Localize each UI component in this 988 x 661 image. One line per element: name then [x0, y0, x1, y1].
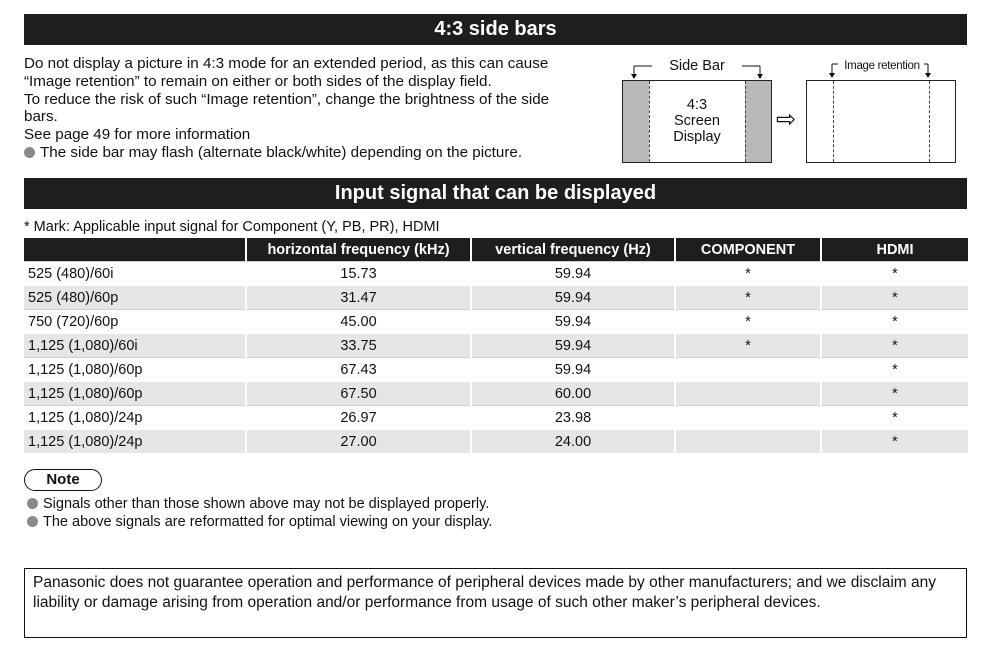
table-cell: *: [821, 334, 968, 358]
screen-with-side-bars: [622, 80, 772, 163]
table-cell: 23.98: [471, 406, 675, 430]
table-cell: 45.00: [246, 310, 471, 334]
col-header-horizontal: horizontal frequency (kHz): [246, 238, 471, 262]
divider-line: [745, 81, 746, 162]
table-cell: 1,125 (1,080)/24p: [24, 406, 246, 430]
table-cell: *: [821, 430, 968, 454]
image-retention-label: Image retention: [844, 60, 920, 72]
col-header-signal: [24, 238, 246, 262]
paragraph-line: Do not display a picture in 4:3 mode for an extended period, as this can cause: [24, 55, 549, 72]
table-row: [24, 334, 968, 358]
table-cell: *: [821, 382, 968, 406]
table-cell: 59.94: [471, 286, 675, 310]
table-cell: 15.73: [246, 262, 471, 286]
table-header-row: [24, 238, 968, 262]
note-item: Signals other than those shown above may not be displayed properly.: [27, 495, 492, 513]
section-title-side-bars: 4:3 side bars: [24, 14, 967, 45]
table-cell: *: [821, 406, 968, 430]
paragraph-line: “Image retention” to remain on either or both sides of the display field.: [24, 72, 492, 90]
table-row: [24, 430, 968, 454]
table-cell: [675, 430, 821, 454]
disclaimer-box: Panasonic does not guarantee operation and performance of peripheral devices made by other manufacturers; and we disclaim any liability or damage arising from operation and/or performance from usage of such other maker’s peripheral devices.: [24, 568, 967, 638]
retention-line: [833, 81, 834, 162]
table-cell: *: [675, 334, 821, 358]
table-cell: 59.94: [471, 310, 675, 334]
table-row: [24, 406, 968, 430]
table-cell: *: [821, 358, 968, 382]
table-cell: 27.00: [246, 430, 471, 454]
table-cell: *: [821, 286, 968, 310]
table-cell: 26.97: [246, 406, 471, 430]
bullet-icon: [24, 147, 35, 158]
section-title-input-signal: Input signal that can be displayed: [24, 178, 967, 209]
table-row: [24, 286, 968, 310]
retention-line: [929, 81, 930, 162]
paragraph-line: bars.: [24, 108, 58, 126]
table-cell: 1,125 (1,080)/60p: [24, 382, 246, 406]
right-arrow-icon: ⇨: [776, 106, 797, 133]
table-cell: *: [675, 310, 821, 334]
signal-table: [24, 238, 968, 453]
table-cell: 60.00: [471, 382, 675, 406]
table-cell: [675, 358, 821, 382]
table-cell: *: [821, 262, 968, 286]
right-side-bar: [745, 81, 771, 162]
table-row: [24, 358, 968, 382]
note-label: Note: [24, 469, 102, 491]
screen-display-label: 4:3 Screen Display: [673, 97, 721, 145]
table-cell: [675, 382, 821, 406]
table-row: [24, 310, 968, 334]
col-header-vertical: vertical frequency (Hz): [471, 238, 675, 262]
table-cell: 1,125 (1,080)/60i: [24, 334, 246, 358]
table-cell: 67.50: [246, 382, 471, 406]
note-item: The above signals are reformatted for optimal viewing on your display.: [27, 513, 492, 531]
bullet-text: The side bar may flash (alternate black/white) depending on the picture.: [40, 143, 523, 161]
table-cell: 59.94: [471, 358, 675, 382]
side-bars-paragraph: [24, 55, 604, 162]
table-cell: 31.47: [246, 286, 471, 310]
note-list: [27, 495, 492, 531]
table-cell: 24.00: [471, 430, 675, 454]
table-cell: 1,125 (1,080)/24p: [24, 430, 246, 454]
table-cell: 59.94: [471, 334, 675, 358]
table-row: [24, 382, 968, 406]
bullet-icon: [27, 516, 38, 527]
paragraph-line: To reduce the risk of such “Image retention”, change the brightness of the side: [24, 90, 550, 108]
side-bar-diagram: [608, 55, 968, 170]
table-cell: 525 (480)/60p: [24, 286, 246, 310]
bullet-icon: [27, 498, 38, 509]
table-cell: 525 (480)/60i: [24, 262, 246, 286]
screen-image-retention: [806, 80, 956, 163]
table-cell: 33.75: [246, 334, 471, 358]
table-cell: 1,125 (1,080)/60p: [24, 358, 246, 382]
table-cell: *: [675, 262, 821, 286]
left-side-bar: [623, 81, 649, 162]
table-cell: [675, 406, 821, 430]
table-cell: *: [821, 310, 968, 334]
col-header-hdmi: HDMI: [821, 238, 968, 262]
mark-note: * Mark: Applicable input signal for Component (Y, PB, PR), HDMI: [24, 219, 440, 235]
table-cell: 750 (720)/60p: [24, 310, 246, 334]
table-row: [24, 262, 968, 286]
table-cell: 59.94: [471, 262, 675, 286]
table-cell: 67.43: [246, 358, 471, 382]
col-header-component: COMPONENT: [675, 238, 821, 262]
side-bar-label: Side Bar: [669, 58, 725, 74]
paragraph-line: See page 49 for more information: [24, 126, 251, 144]
divider-line: [649, 81, 650, 162]
table-cell: *: [675, 286, 821, 310]
bullet-item: [24, 144, 604, 162]
